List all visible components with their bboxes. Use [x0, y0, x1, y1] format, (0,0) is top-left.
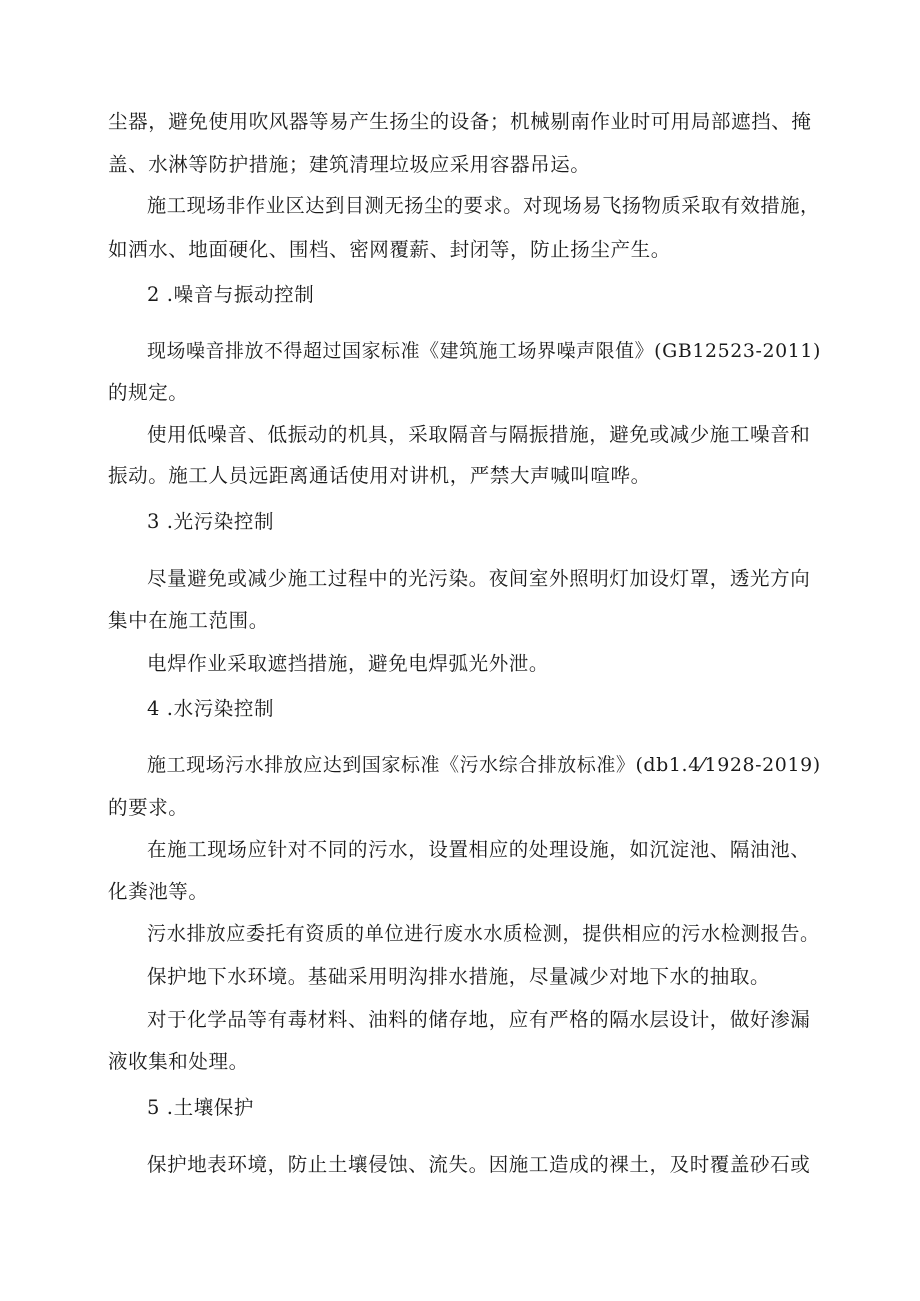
text-line: 的要求。 — [108, 796, 189, 819]
text-line: 对于化学品等有毒材料、油料的储存地，应有严格的隔水层设计，做好渗漏 — [147, 1008, 811, 1031]
text-line: 现场噪音排放不得超过国家标准《建筑施工场界噪声限值》(GB12523-2011) — [147, 340, 821, 362]
text-line: 集中在施工范围。 — [108, 609, 269, 632]
section-heading: 4 .水污染控制 — [147, 697, 275, 720]
text-line: 保护地表环境，防止土壤侵蚀、流失。因施工造成的裸土，及时覆盖砂石或 — [147, 1153, 811, 1176]
text-line: 振动。施工人员远距离通话使用对讲机，严禁大声喊叫喧哗。 — [108, 464, 651, 487]
text-line: 的规定。 — [108, 381, 189, 404]
text-line: 在施工现场应针对不同的污水，设置相应的处理设施，如沉淀池、隔油池、 — [147, 838, 811, 861]
text-line: 电焊作业采取遮挡措施，避免电焊弧光外泄。 — [147, 652, 550, 675]
text-line: 尘器，避免使用吹风器等易产生扬尘的设备；机械剔南作业时可用局部遮挡、掩 — [108, 110, 812, 133]
text-line: 使用低噪音、低振动的机具，采取隔音与隔振措施，避免或减少施工噪音和 — [147, 423, 811, 446]
text-line: 保护地下水环境。基础采用明沟排水措施，尽量减少对地下水的抽取。 — [147, 965, 771, 988]
text-line: 化粪池等。 — [108, 880, 209, 903]
section-heading: 3 .光污染控制 — [147, 510, 275, 533]
section-heading: 5 .土壤保护 — [147, 1096, 255, 1119]
text-line: 液收集和处理。 — [108, 1050, 249, 1073]
text-line: 施工现场非作业区达到目测无扬尘的要求。对现场易飞扬物质采取有效措施， — [147, 194, 820, 217]
text-line: 如洒水、地面硬化、围档、密网覆薪、封闭等，防止扬尘产生。 — [108, 238, 671, 261]
text-line: 尽量避免或减少施工过程中的光污染。夜间室外照明灯加设灯罩，透光方向 — [147, 567, 811, 590]
text-line: 污水排放应委托有资质的单位进行废水水质检测，提供相应的污水检测报告。 — [147, 922, 820, 945]
text-line: 施工现场污水排放应达到国家标准《污水综合排放标准》(db1.4⁄1928-2019) — [147, 754, 821, 776]
text-line: 盖、水淋等防护措施；建筑清理垃圾应采用容器吊运。 — [108, 153, 591, 176]
section-heading: 2 .噪音与振动控制 — [147, 283, 315, 306]
